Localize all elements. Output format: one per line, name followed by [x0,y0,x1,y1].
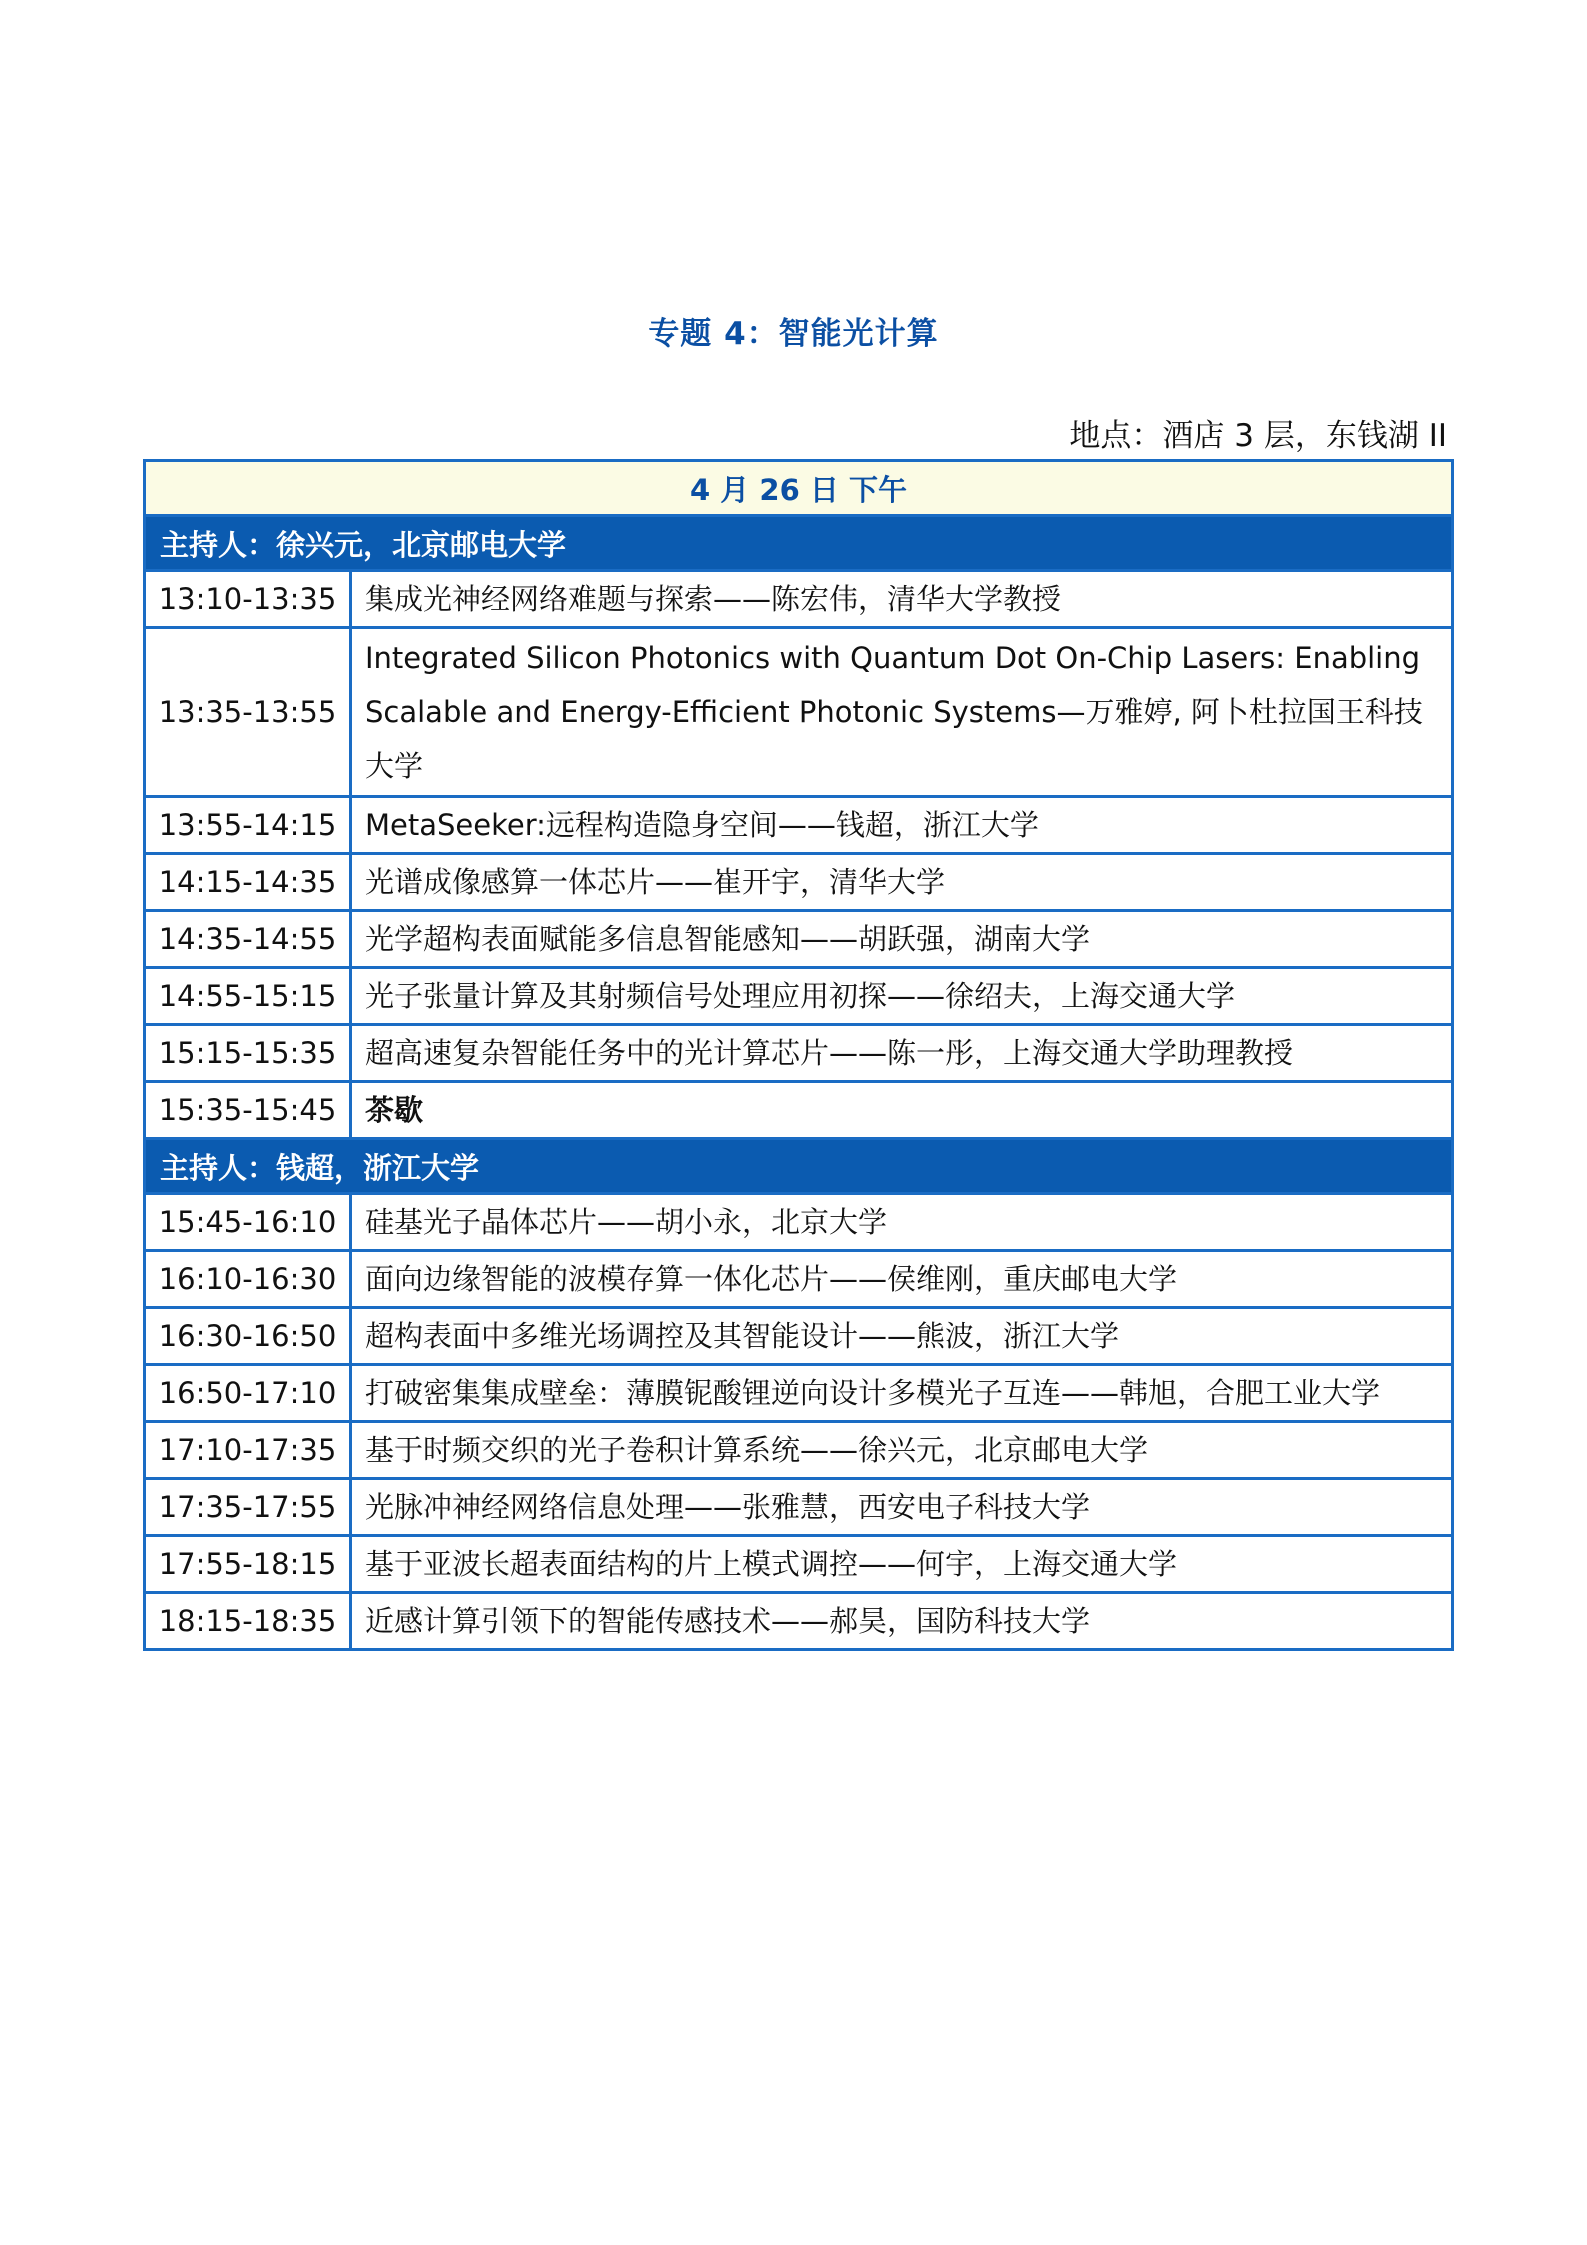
table-row [145,968,1453,1025]
table-row [145,1308,1453,1365]
date-header: 4 月 26 日 下午 [145,461,1453,516]
talk-time: 14:55-15:15 [145,968,351,1025]
talk-title: 基于时频交织的光子卷积计算系统——徐兴元，北京邮电大学 [351,1422,1453,1479]
talk-time: 16:30-16:50 [145,1308,351,1365]
talk-title: 面向边缘智能的波模存算一体化芯片——侯维刚，重庆邮电大学 [351,1251,1453,1308]
talk-title: 打破密集集成壁垒：薄膜铌酸锂逆向设计多模光子互连——韩旭，合肥工业大学 [351,1365,1453,1422]
table-row [145,571,1453,628]
table-row [145,911,1453,968]
table-row [145,1082,1453,1139]
talk-title: 超高速复杂智能任务中的光计算芯片——陈一彤，上海交通大学助理教授 [351,1025,1453,1082]
session-host-row [145,516,1453,571]
table-row [145,1025,1453,1082]
tea-break-label: 茶歇 [351,1082,1453,1139]
table-row [145,1194,1453,1251]
table-row [145,854,1453,911]
talk-time: 15:45-16:10 [145,1194,351,1251]
talk-time: 17:55-18:15 [145,1536,351,1593]
talk-title: 近感计算引领下的智能传感技术——郝昊，国防科技大学 [351,1593,1453,1650]
talk-time: 13:55-14:15 [145,797,351,854]
talk-time: 17:10-17:35 [145,1422,351,1479]
session-host: 主持人：钱超，浙江大学 [145,1139,1453,1194]
talk-title: Integrated Silicon Photonics with Quantum Dot On-Chip Lasers: Enabling Scalable and Energy-Efficient Photonic Systems—万雅婷, 阿卜杜拉国王科技大学 [351,628,1453,797]
talk-title: MetaSeeker:远程构造隐身空间——钱超，浙江大学 [351,797,1453,854]
talk-time: 13:10-13:35 [145,571,351,628]
schedule-table [143,459,1454,1651]
talk-title: 光谱成像感算一体芯片——崔开宇，清华大学 [351,854,1453,911]
talk-time: 18:15-18:35 [145,1593,351,1650]
talk-time: 15:35-15:45 [145,1082,351,1139]
table-row [145,1365,1453,1422]
talk-time: 17:35-17:55 [145,1479,351,1536]
date-header-row [145,461,1453,516]
table-row [145,1251,1453,1308]
table-row [145,797,1453,854]
talk-title: 硅基光子晶体芯片——胡小永，北京大学 [351,1194,1453,1251]
talk-time: 14:15-14:35 [145,854,351,911]
talk-time: 15:15-15:35 [145,1025,351,1082]
talk-time: 13:35-13:55 [145,628,351,797]
table-row [145,1479,1453,1536]
table-row [145,1422,1453,1479]
talk-title: 超构表面中多维光场调控及其智能设计——熊波，浙江大学 [351,1308,1453,1365]
session-host: 主持人：徐兴元，北京邮电大学 [145,516,1453,571]
talk-title: 光学超构表面赋能多信息智能感知——胡跃强，湖南大学 [351,911,1453,968]
table-row [145,1536,1453,1593]
talk-title: 光子张量计算及其射频信号处理应用初探——徐绍夫，上海交通大学 [351,968,1453,1025]
page-title: 专题 4：智能光计算 [648,316,939,352]
location-label: 地点：酒店 3 层，东钱湖 II [1069,418,1447,454]
talk-time: 16:10-16:30 [145,1251,351,1308]
talk-title: 基于亚波长超表面结构的片上模式调控——何宇，上海交通大学 [351,1536,1453,1593]
table-row [145,628,1453,797]
talk-title: 集成光神经网络难题与探索——陈宏伟，清华大学教授 [351,571,1453,628]
talk-time: 14:35-14:55 [145,911,351,968]
talk-title: 光脉冲神经网络信息处理——张雅慧，西安电子科技大学 [351,1479,1453,1536]
table-row [145,1593,1453,1650]
talk-time: 16:50-17:10 [145,1365,351,1422]
session-host-row [145,1139,1453,1194]
